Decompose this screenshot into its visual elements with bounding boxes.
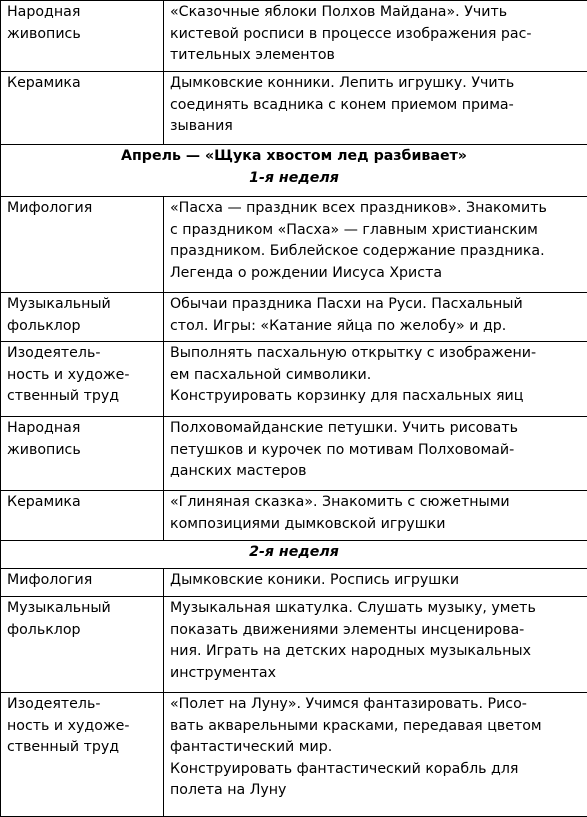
description-cell — [164, 293, 587, 342]
description-line: петушков и курочек по мотивам Полховомай- — [170, 440, 581, 462]
category-cell — [1, 293, 164, 342]
category-line: живопись — [7, 24, 157, 46]
table-row — [1, 72, 587, 145]
description-line: соединять всадника с конем приемом прима- — [170, 95, 581, 117]
description-line: с праздником «Пасха» — главным христианским — [170, 220, 581, 242]
description-line: данских мастеров — [170, 461, 581, 483]
description-line: ем пасхальной символики. — [170, 365, 581, 387]
section-header-cell — [1, 541, 587, 569]
description-line: Музыкальная шкатулка. Слушать музыку, уметь — [170, 598, 581, 620]
category-line: Керамика — [7, 492, 157, 514]
table-row — [1, 417, 587, 491]
category-cell — [1, 491, 164, 541]
description-line: показать движениями элементы инсценирова- — [170, 620, 581, 642]
section-header-row — [1, 541, 587, 569]
category-line: ственный труд — [7, 386, 157, 408]
description-line: «Пасха — праздник всех праздников». Знакомить — [170, 198, 581, 220]
table-row — [1, 693, 587, 817]
category-cell — [1, 1, 164, 72]
description-cell — [164, 693, 587, 817]
description-line: Дымковские коники. Роспись игрушки — [170, 570, 581, 592]
table-row — [1, 569, 587, 597]
category-line: фольклор — [7, 620, 157, 642]
description-line: Легенда о рождении Иисуса Христа — [170, 263, 581, 285]
description-cell — [164, 569, 587, 597]
category-line: Музыкальный — [7, 598, 157, 620]
month-theme-title: Апрель — «Щука хвостом лед разбивает» — [7, 146, 581, 168]
week-title: 2-я неделя — [7, 542, 581, 564]
category-line: живопись — [7, 440, 157, 462]
section-header-cell — [1, 145, 587, 197]
description-cell — [164, 342, 587, 417]
description-line: праздником. Библейское содержание праздника. — [170, 241, 581, 263]
description-line: ния. Играть на детских народных музыкальных — [170, 641, 581, 663]
category-cell — [1, 72, 164, 145]
description-cell — [164, 597, 587, 693]
category-line: Музыкальный — [7, 294, 157, 316]
category-line: ность и художе- — [7, 365, 157, 387]
description-line: «Глиняная сказка». Знакомить с сюжетными — [170, 492, 581, 514]
table-row — [1, 197, 587, 293]
section-header-row — [1, 145, 587, 197]
table-row — [1, 342, 587, 417]
description-cell — [164, 72, 587, 145]
category-cell — [1, 597, 164, 693]
category-line: Народная — [7, 2, 157, 24]
description-cell — [164, 491, 587, 541]
description-line: фантастический мир. — [170, 737, 581, 759]
category-line: ность и художе- — [7, 716, 157, 738]
table-row — [1, 597, 587, 693]
category-line: Мифология — [7, 198, 157, 220]
category-line: Мифология — [7, 570, 157, 592]
description-line: композициями дымковской игрушки — [170, 514, 581, 536]
category-line: Керамика — [7, 73, 157, 95]
description-line: инструментах — [170, 663, 581, 685]
description-cell — [164, 417, 587, 491]
category-line: ственный труд — [7, 737, 157, 759]
description-line: вать акварельными красками, передавая цветом — [170, 716, 581, 738]
description-line: полета на Луну — [170, 780, 581, 802]
table-row — [1, 293, 587, 342]
description-line: Обычаи праздника Пасхи на Руси. Пасхальный — [170, 294, 581, 316]
description-line: Выполнять пасхальную открытку с изображени- — [170, 343, 581, 365]
description-line: стол. Игры: «Катание яйца по желобу» и др. — [170, 316, 581, 338]
table-row — [1, 491, 587, 541]
description-line: «Полет на Луну». Учимся фантазировать. Рисо- — [170, 694, 581, 716]
description-line: Конструировать фантастический корабль для — [170, 759, 581, 781]
description-cell — [164, 197, 587, 293]
description-cell — [164, 1, 587, 72]
category-cell — [1, 569, 164, 597]
table-row — [1, 1, 587, 72]
description-line: зывания — [170, 116, 581, 138]
description-line: кистевой росписи в процессе изображения рас- — [170, 24, 581, 46]
description-line: тительных элементов — [170, 45, 581, 67]
week-title: 1-я неделя — [7, 168, 581, 190]
category-cell — [1, 197, 164, 293]
description-line: Дымковские конники. Лепить игрушку. Учить — [170, 73, 581, 95]
category-line: Изодеятель- — [7, 343, 157, 365]
description-line: Полховомайданские петушки. Учить рисовать — [170, 418, 581, 440]
category-line: Народная — [7, 418, 157, 440]
category-cell — [1, 693, 164, 817]
category-cell — [1, 417, 164, 491]
category-cell — [1, 342, 164, 417]
category-line: фольклор — [7, 316, 157, 338]
description-line: Конструировать корзинку для пасхальных яиц — [170, 386, 581, 408]
category-line: Изодеятель- — [7, 694, 157, 716]
description-line: «Сказочные яблоки Полхов Майдана». Учить — [170, 2, 581, 24]
